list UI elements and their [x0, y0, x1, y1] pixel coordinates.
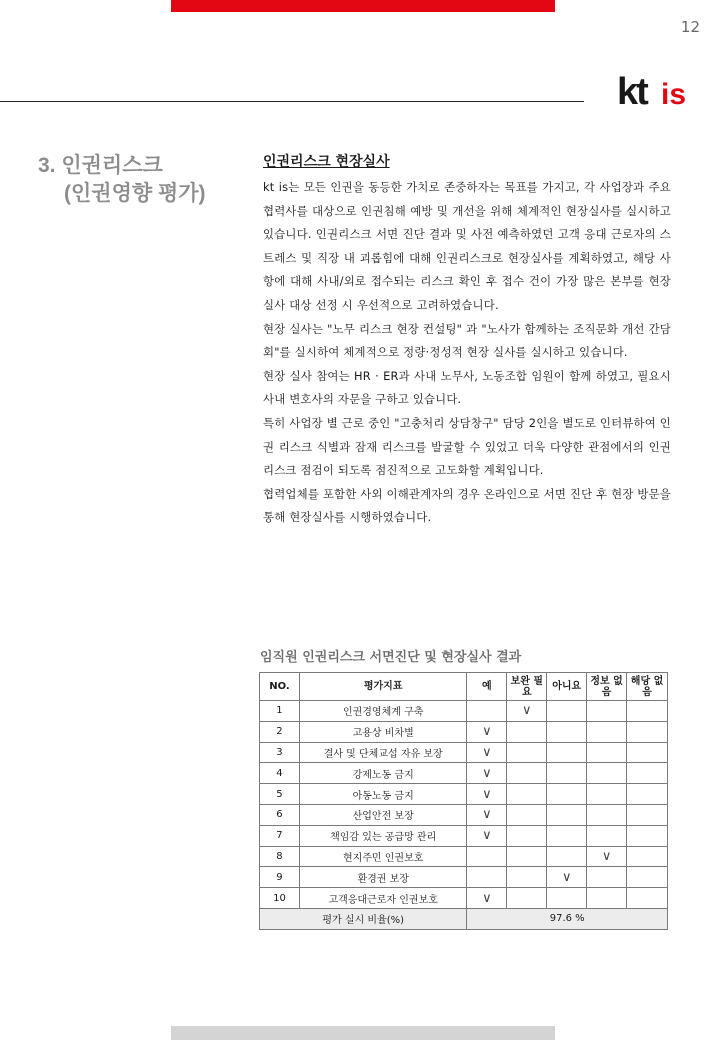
check-mark-icon: ∨ — [482, 744, 492, 760]
table-caption: 임직원 인권리스크 서면진단 및 현장실사 결과 — [260, 650, 522, 665]
header-no-answer: 아니요 — [547, 673, 587, 701]
row-number: 1 — [260, 701, 300, 722]
row-answer-cell — [587, 888, 627, 909]
row-answer-cell — [547, 888, 587, 909]
row-answer-cell — [547, 742, 587, 763]
check-mark-icon: ∨ — [482, 828, 492, 844]
row-answer-cell — [467, 846, 507, 867]
row-number: 4 — [260, 763, 300, 784]
row-answer-cell — [547, 867, 587, 888]
row-answer-cell — [507, 742, 547, 763]
bottom-bar — [171, 1026, 555, 1040]
main-content — [263, 152, 671, 530]
row-answer-cell — [507, 888, 547, 909]
row-answer-cell — [507, 804, 547, 825]
header-indicator: 평가지표 — [299, 673, 467, 701]
row-indicator: 현지주민 인권보호 — [299, 846, 467, 867]
row-answer-cell — [627, 825, 668, 846]
row-answer-cell — [507, 763, 547, 784]
table-row — [260, 804, 668, 825]
check-mark-icon: ∨ — [561, 869, 572, 885]
row-answer-cell — [467, 763, 507, 784]
paragraph-1: kt is는 모든 인권을 동등한 가치로 존중하자는 목표를 가지고, 각 사업장과 주요 협력사를 대상으로 인권침해 예방 및 개선을 위해 체계적인 현장실사를 실시하고 있습니다. 인권리스크 서면 진단 결과 및 사전 예측하였던 고객 응대 근로자의 스트레스 및 직장 내 괴롭힘에 대해 인권리스크로 현장실사를 계획하였고, 해당 사항에 대해 사내/외로 접수되는 리스크 확인 후 접수 건이 가장 많은 본부를 현장실사 대상 선정 시 우선적으로 고려하였습니다. — [263, 180, 671, 312]
header-no-info: 정보 없음 — [587, 673, 627, 701]
row-answer-cell — [627, 784, 668, 805]
row-answer-cell — [627, 701, 668, 722]
table-row — [260, 867, 668, 888]
row-answer-cell — [467, 804, 507, 825]
header-needs-improvement: 보완 필요 — [507, 673, 547, 701]
paragraph-2: 현장 실사는 "노무 리스크 현장 컨설팅" 과 "노사가 함께하는 조직문화 개선 간담회"를 실시하여 체계적으로 정량·정성적 현장 실사를 실시하고 있습니다. — [263, 321, 671, 360]
row-answer-cell — [467, 784, 507, 805]
content-heading: 인권리스크 현장실사 — [263, 154, 390, 170]
page-number: 12 — [680, 18, 700, 36]
check-mark-icon: ∨ — [482, 786, 492, 802]
row-answer-cell — [627, 867, 668, 888]
header-no: NO. — [260, 673, 300, 701]
row-answer-cell — [587, 867, 627, 888]
svg-text:kt: kt — [617, 71, 647, 110]
row-answer-cell — [507, 721, 547, 742]
row-answer-cell — [587, 701, 627, 722]
svg-text:is: is — [661, 78, 687, 110]
row-answer-cell — [587, 763, 627, 784]
kt-is-logo — [617, 70, 699, 110]
row-indicator: 고용상 비차별 — [299, 721, 467, 742]
row-answer-cell — [627, 721, 668, 742]
check-mark-icon: ∨ — [482, 724, 492, 740]
header-not-applicable: 해당 없음 — [627, 673, 668, 701]
check-mark-icon: ∨ — [482, 890, 492, 906]
table-row — [260, 721, 668, 742]
paragraph-3: 현장 실사 참여는 HR · ER과 사내 노무사, 노동조합 임원이 함께 하였고, 필요시 사내 변호사의 자문을 구하고 있습니다. — [263, 368, 671, 407]
row-number: 3 — [260, 742, 300, 763]
row-answer-cell — [507, 867, 547, 888]
section-title-line2: (인권영향 평가) — [64, 182, 206, 205]
row-indicator: 아동노동 금지 — [299, 784, 467, 805]
row-indicator: 책임감 있는 공급망 관리 — [299, 825, 467, 846]
row-number: 6 — [260, 804, 300, 825]
header-divider — [0, 101, 584, 102]
row-answer-cell — [467, 867, 507, 888]
row-answer-cell — [587, 804, 627, 825]
row-answer-cell — [587, 742, 627, 763]
table-row — [260, 763, 668, 784]
row-answer-cell — [467, 825, 507, 846]
row-answer-cell — [587, 846, 627, 867]
paragraph-5: 협력업체를 포함한 사외 이해관계자의 경우 온라인으로 서면 진단 후 현장 방문을 통해 현장실사를 시행하였습니다. — [263, 486, 671, 525]
table-row — [260, 784, 668, 805]
row-indicator: 결사 및 단체교섭 자유 보장 — [299, 742, 467, 763]
row-answer-cell — [627, 846, 668, 867]
check-mark-icon: ∨ — [522, 703, 532, 719]
row-answer-cell — [627, 888, 668, 909]
row-answer-cell — [467, 701, 507, 722]
row-answer-cell — [547, 784, 587, 805]
section-title-line1: 3. 인권리스크 — [38, 154, 163, 177]
row-answer-cell — [587, 721, 627, 742]
table-row — [260, 846, 668, 867]
row-answer-cell — [547, 721, 587, 742]
row-answer-cell — [547, 804, 587, 825]
row-indicator: 인권경영체계 구축 — [299, 701, 467, 722]
table-header-row — [260, 673, 668, 701]
row-answer-cell — [627, 804, 668, 825]
table-row — [260, 825, 668, 846]
row-answer-cell — [547, 701, 587, 722]
assessment-results-table — [259, 672, 668, 930]
table-footer-row — [260, 908, 668, 929]
paragraph-4: 특히 사업장 별 근로 중인 "고충처리 상담창구" 담당 2인을 별도로 인터뷰하여 인권 리스크 식별과 잠재 리스크를 발굴할 수 있었고 더욱 다양한 관점에서의 인권 리스크 점검이 되도록 점진적으로 고도화할 계획입니다. — [263, 415, 671, 478]
check-mark-icon: ∨ — [482, 765, 492, 781]
row-answer-cell — [467, 888, 507, 909]
row-indicator: 고객응대근로자 인권보호 — [299, 888, 467, 909]
row-indicator: 강제노동 금지 — [299, 763, 467, 784]
row-number: 10 — [260, 888, 300, 909]
row-answer-cell — [587, 784, 627, 805]
row-indicator: 환경권 보장 — [299, 867, 467, 888]
table-row — [260, 888, 668, 909]
row-answer-cell — [627, 742, 668, 763]
row-indicator: 산업안전 보장 — [299, 804, 467, 825]
row-answer-cell — [547, 825, 587, 846]
table-row — [260, 701, 668, 722]
check-mark-icon: ∨ — [482, 807, 492, 823]
row-answer-cell — [507, 701, 547, 722]
table-row — [260, 742, 668, 763]
row-number: 2 — [260, 721, 300, 742]
row-answer-cell — [507, 846, 547, 867]
header-yes: 예 — [467, 673, 507, 701]
row-answer-cell — [507, 784, 547, 805]
footer-label: 평가 실시 비율(%) — [260, 908, 467, 929]
row-answer-cell — [467, 742, 507, 763]
row-number: 5 — [260, 784, 300, 805]
row-answer-cell — [547, 763, 587, 784]
row-number: 9 — [260, 867, 300, 888]
row-answer-cell — [627, 763, 668, 784]
row-answer-cell — [507, 825, 547, 846]
check-mark-icon: ∨ — [601, 848, 612, 864]
row-number: 8 — [260, 846, 300, 867]
top-accent-bar — [171, 0, 555, 12]
footer-value: 97.6 % — [467, 908, 668, 929]
row-number: 7 — [260, 825, 300, 846]
section-title — [38, 152, 238, 208]
row-answer-cell — [587, 825, 627, 846]
row-answer-cell — [547, 846, 587, 867]
row-answer-cell — [467, 721, 507, 742]
